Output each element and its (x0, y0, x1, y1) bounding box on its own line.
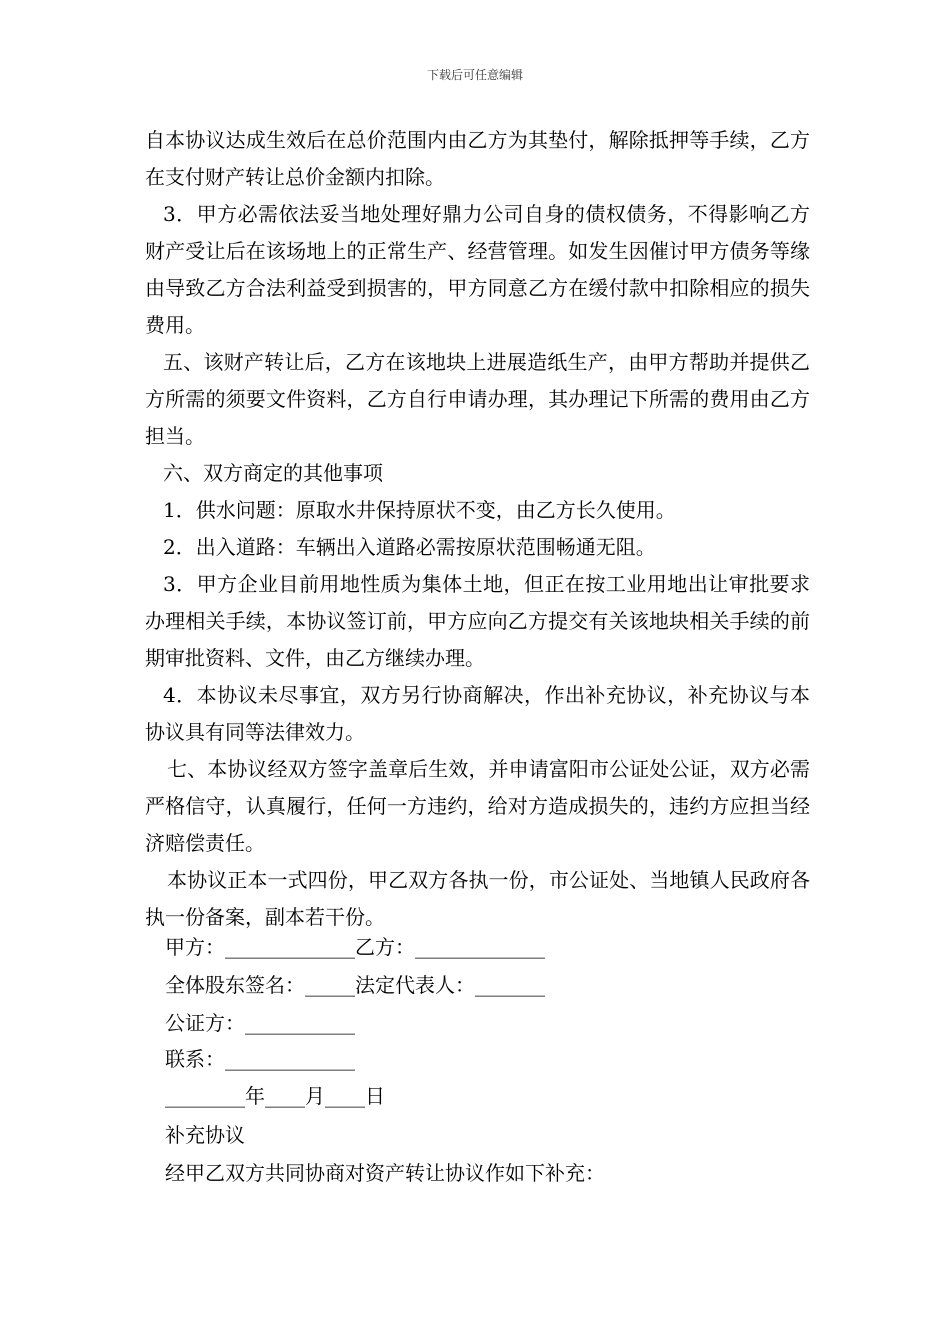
paragraph-continuation: 自本协议达成生效后在总价范围内由乙方为其垫付，解除抵押等手续，乙方在支付财产转让总价金额内扣除。 (145, 128, 810, 189)
contract-body (145, 122, 810, 936)
paragraph-section-7: 七、本协议经双方签字盖章后生效，并申请富阳市公证处公证，双方必需严格信守，认真履行，任何一方违约，给对方造成损失的，违约方应担当经济赔偿责任。 (145, 757, 810, 855)
paragraph-item-1-water: 1．供水问题：原取水井保持原状不变，由乙方长久使用。 (163, 498, 676, 522)
signature-contact-line: 联系：_____________ (165, 1047, 355, 1071)
page-header-note: 下载后可任意编辑 (426, 68, 523, 82)
paragraph-item-2-road: 2．出入道路：车辆出入道路必需按原状范围畅通无阻。 (163, 535, 656, 559)
paragraph-copies: 本协议正本一式四份，甲乙双方各执一份，市公证处、当地镇人民政府各执一份备案，副本若干份。 (145, 868, 810, 929)
supplement-intro: 经甲乙双方共同协商对资产转让协议作如下补充： (165, 1161, 605, 1185)
paragraph-section-6-heading: 六、双方商定的其他事项 (163, 461, 383, 485)
paragraph-item-3-debts: 3．甲方必需依法妥当地处理好鼎力公司自身的债权债务，不得影响乙方财产受让后在该场地上的正常生产、经营管理。如发生因催讨甲方债务等缘由导致乙方合法利益受到损害的，甲方同意乙方在缓付款中扣除相应的损失费用。 (145, 202, 810, 337)
paragraph-section-5: 五、该财产转让后，乙方在该地块上进展造纸生产，由甲方帮助并提供乙方所需的须要文件资料，乙方自行申请办理，其办理记下所需的费用由乙方担当。 (145, 350, 810, 448)
signature-notary-line: 公证方：___________ (165, 1011, 355, 1035)
paragraph-item-4-supplement: 4．本协议未尽事宜，双方另行协商解决，作出补充协议，补充协议与本协议具有同等法律效力。 (145, 683, 810, 744)
supplement-title: 补充协议 (165, 1123, 245, 1147)
signature-party-line: 甲方：_____________乙方：_____________ (165, 935, 545, 959)
signature-date-line: ________年____月____日 (165, 1084, 385, 1108)
signature-shareholder-line: 全体股东签名：_____法定代表人：_______ (165, 973, 545, 997)
paragraph-item-3-land: 3．甲方企业目前用地性质为集体土地，但正在按工业用地出让审批要求办理相关手续，本协议签订前，甲方应向乙方提交有关该地块相关手续的前期审批资料、文件，由乙方继续办理。 (145, 572, 810, 670)
